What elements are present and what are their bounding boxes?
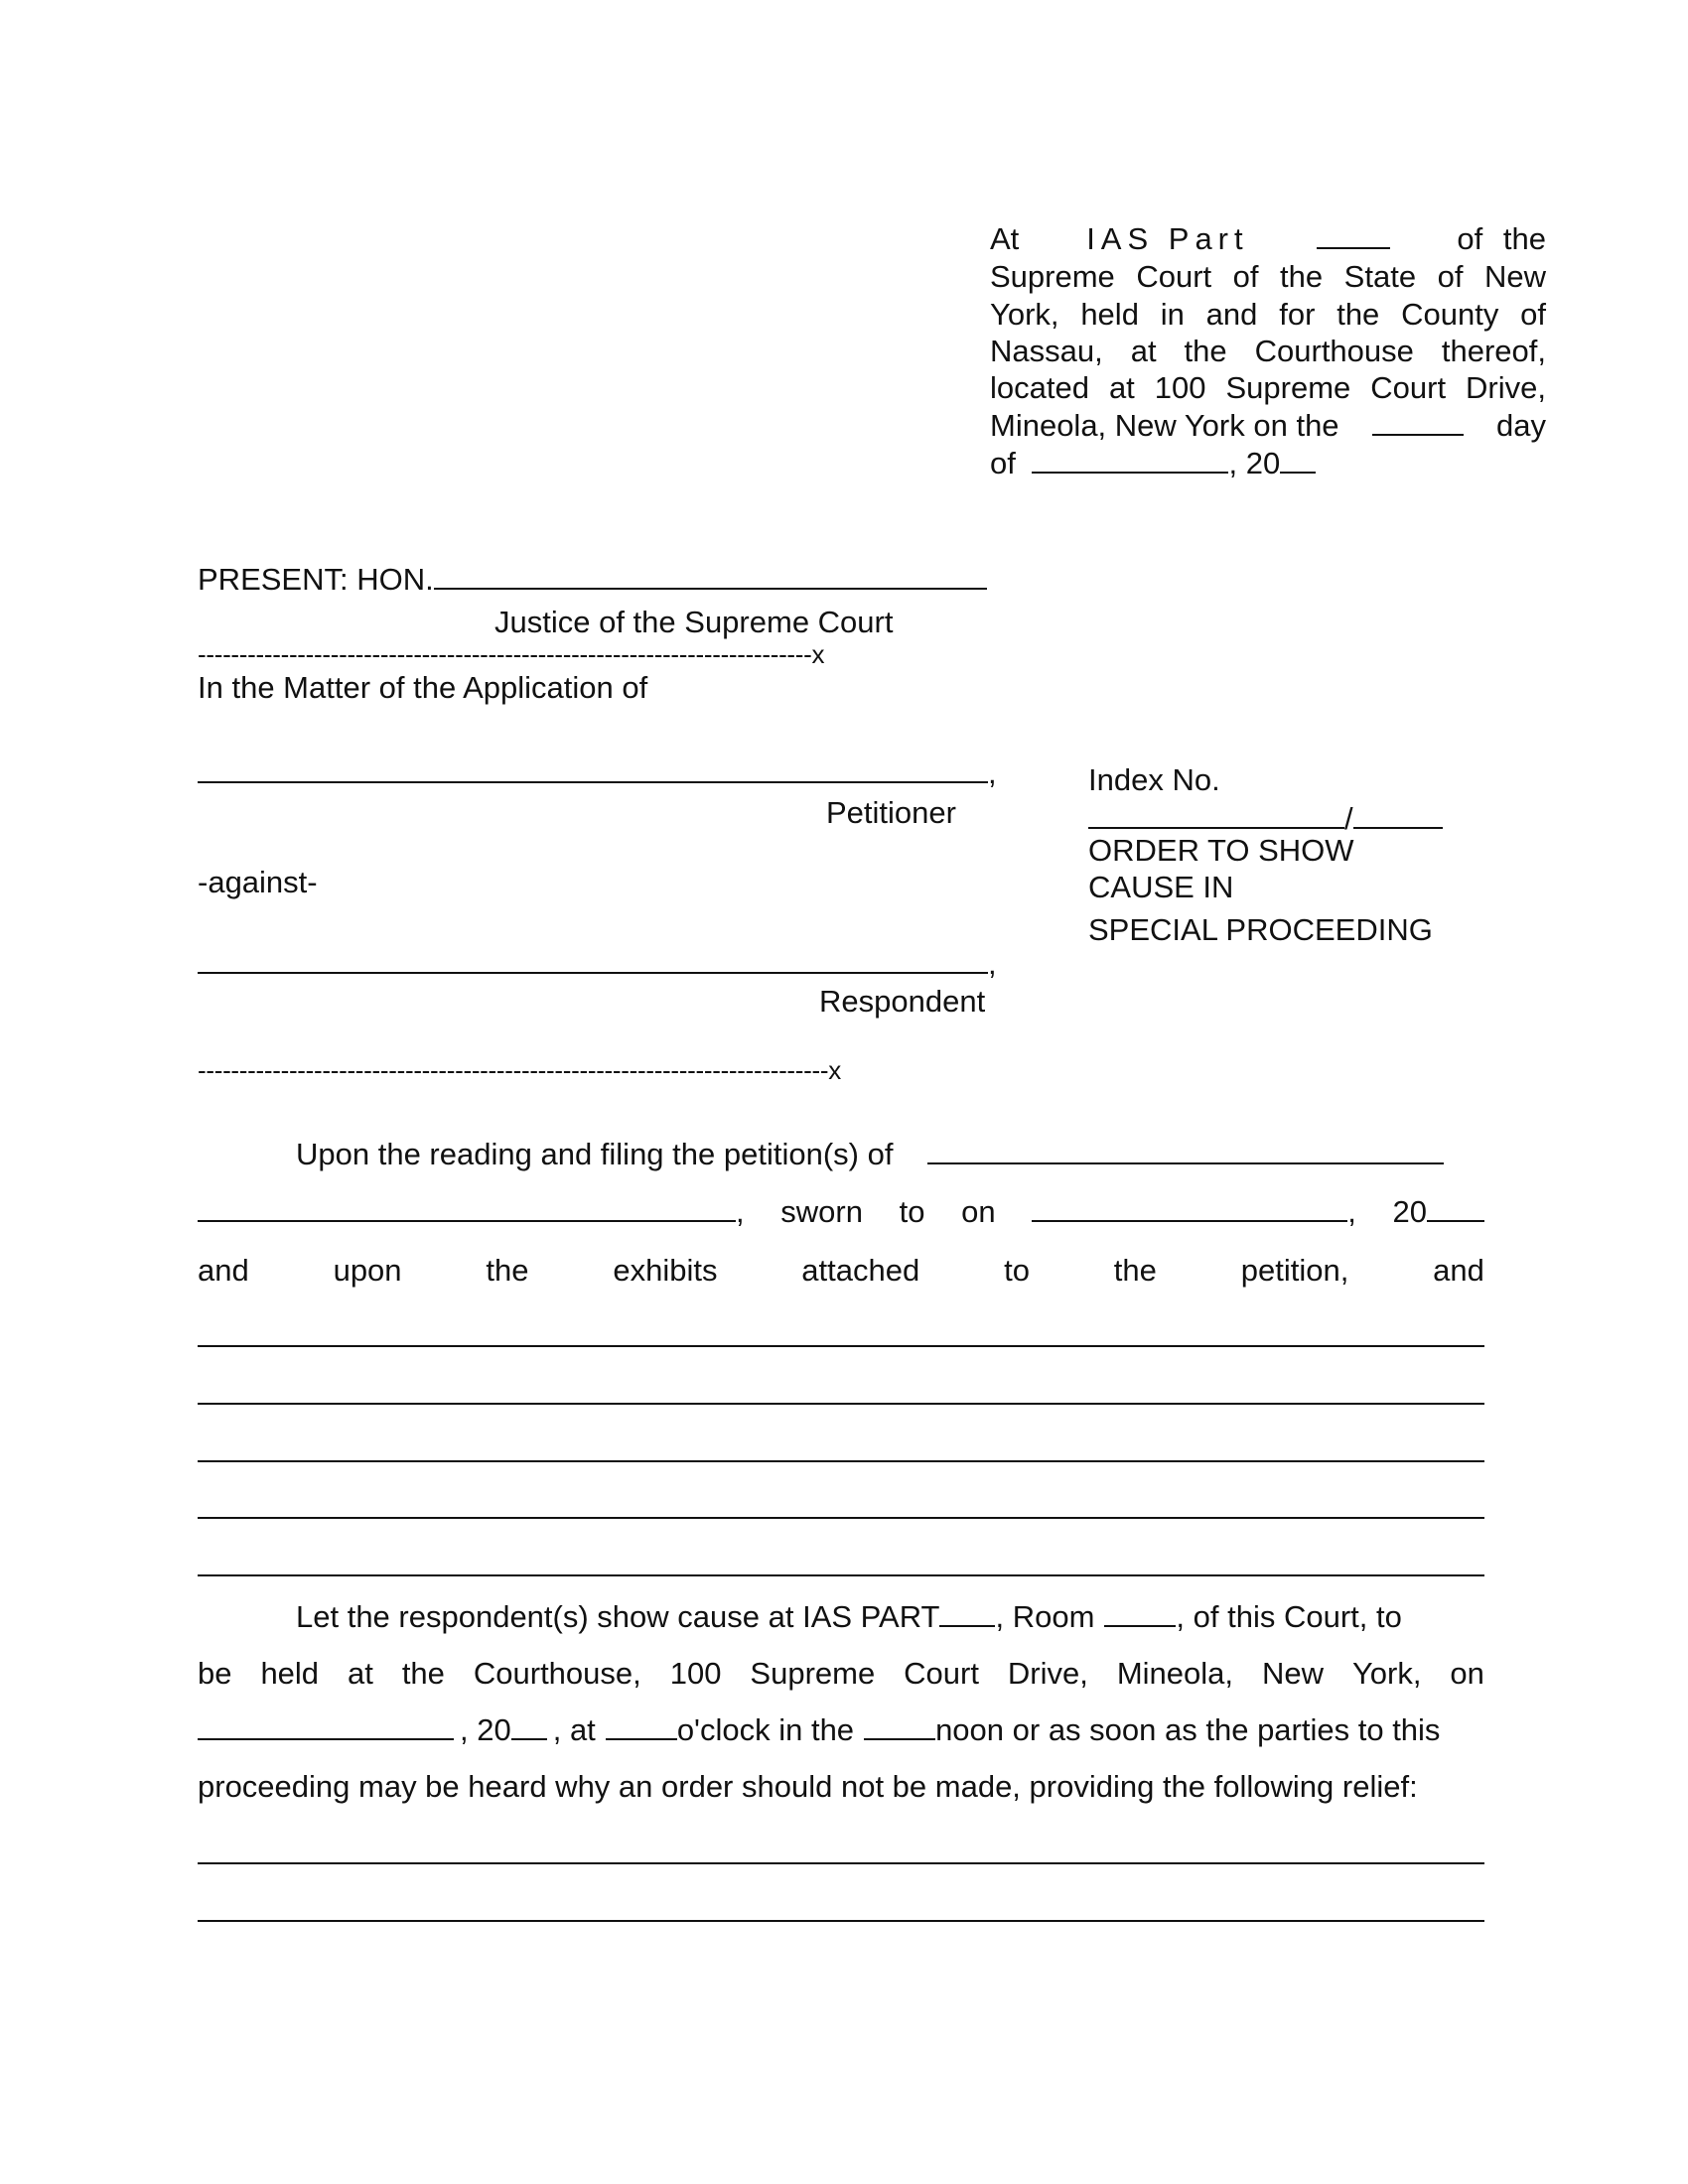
courthouse-word: Drive, (1007, 1656, 1088, 1691)
caption-at: At (990, 221, 1020, 256)
index-no-label: Index No. (1088, 762, 1220, 797)
petitioner-filing-blank[interactable] (927, 1137, 1444, 1164)
courthouse-word: Court (904, 1656, 979, 1691)
courthouse-word: at (348, 1656, 373, 1691)
dashed-divider-top: --------------------------------------------------------------------------x (198, 639, 825, 669)
exhibits-word: exhibits (613, 1253, 718, 1288)
hearing-year-blank[interactable] (511, 1712, 547, 1740)
courthouse-word: on (1450, 1656, 1484, 1691)
courthouse-line (198, 1655, 1484, 1692)
petitioner-comma: , (988, 755, 997, 790)
courthouse-word: held (260, 1656, 320, 1691)
exhibits-line (198, 1252, 1484, 1289)
justice-title: Justice of the Supreme Court (494, 605, 894, 639)
courthouse-word: New (1261, 1656, 1324, 1691)
writing-line-5[interactable] (198, 1574, 1484, 1576)
sworn-date-blank[interactable] (1032, 1194, 1347, 1222)
hearing-year-prefix: , 20 (460, 1712, 511, 1747)
petition-reading-line (296, 1136, 1444, 1172)
year-blank[interactable] (1280, 446, 1316, 474)
caption-ias-part: IAS Part (1086, 221, 1249, 256)
exhibits-word: upon (333, 1253, 402, 1288)
caption-year: , 20 (1228, 446, 1281, 480)
petitioner-line (198, 754, 997, 791)
hearing-oclock: o'clock in the (676, 1712, 855, 1747)
hearing-noon-blank[interactable] (864, 1712, 935, 1740)
respondent-line (198, 945, 997, 982)
courthouse-word: Courthouse, (473, 1656, 641, 1691)
against-label: -against- (198, 865, 318, 899)
caption-line-3: York, held in and for the County of (990, 297, 1546, 332)
month-blank[interactable] (1032, 446, 1228, 474)
caption-day: day (1496, 408, 1546, 443)
caption-of-the: of the (1457, 221, 1546, 256)
hearing-noon-text: noon or as soon as the parties to this (935, 1712, 1441, 1747)
caption-line-1 (990, 220, 1546, 257)
respondent-label: Respondent (819, 984, 986, 1019)
present-line (198, 561, 987, 598)
ias-part-blank[interactable] (1317, 221, 1390, 249)
sworn-comma: , (736, 1194, 745, 1229)
writing-line-1[interactable] (198, 1345, 1484, 1347)
relief-writing-line-1[interactable] (198, 1862, 1484, 1864)
hearing-hour-blank[interactable] (606, 1712, 677, 1740)
show-cause-text-a: Let the respondent(s) show cause at IAS PART (296, 1599, 940, 1634)
relief-writing-line-2[interactable] (198, 1920, 1484, 1922)
exhibits-word: and (1433, 1253, 1484, 1288)
sworn-to: to (899, 1194, 925, 1229)
index-year-blank[interactable] (1353, 801, 1443, 829)
sworn-year-prefix: 20 (1392, 1194, 1427, 1229)
sworn-on: on (961, 1194, 996, 1229)
caption-line-5: located at 100 Supreme Court Drive, (990, 370, 1546, 405)
sworn-year-blank[interactable] (1427, 1194, 1484, 1222)
hearing-date-blank[interactable] (198, 1712, 454, 1740)
writing-line-3[interactable] (198, 1460, 1484, 1462)
exhibits-word: petition, (1240, 1253, 1349, 1288)
caption-mineola: Mineola, New York on the (990, 408, 1339, 443)
show-cause-text-b: , Room (995, 1599, 1095, 1634)
caption-line-4: Nassau, at the Courthouse thereof, (990, 334, 1546, 368)
hearing-at: , at (552, 1712, 596, 1747)
dashed-divider-bottom: ----------------------------------------------------------------------------x (198, 1055, 841, 1085)
index-number-blank[interactable] (1088, 801, 1344, 829)
courthouse-word: York, (1351, 1656, 1422, 1691)
respondent-comma: , (988, 946, 997, 981)
present-label: PRESENT: HON. (198, 562, 434, 597)
hearing-time-line (198, 1711, 1484, 1748)
petitioner-name-blank[interactable] (198, 755, 988, 783)
courthouse-word: 100 (669, 1656, 722, 1691)
order-title-line-2: CAUSE IN (1088, 870, 1234, 904)
order-title-line-3: SPECIAL PROCEEDING (1088, 912, 1433, 947)
writing-line-2[interactable] (198, 1403, 1484, 1405)
courthouse-word: Mineola, (1116, 1656, 1234, 1691)
caption-line-2: Supreme Court of the State of New (990, 259, 1546, 294)
exhibits-word: the (1113, 1253, 1157, 1288)
show-cause-line (296, 1598, 1484, 1635)
writing-line-4[interactable] (198, 1517, 1484, 1519)
matter-heading: In the Matter of the Application of (198, 670, 648, 705)
room-number-blank[interactable] (1104, 1599, 1176, 1627)
justice-name-blank[interactable] (434, 562, 987, 590)
day-blank[interactable] (1372, 408, 1464, 436)
exhibits-word: and (198, 1253, 249, 1288)
exhibits-word: attached (801, 1253, 920, 1288)
order-title-line-1: ORDER TO SHOW (1088, 833, 1354, 868)
exhibits-word: the (486, 1253, 529, 1288)
sworn-comma-2: , (1347, 1194, 1356, 1229)
courthouse-word: be (198, 1656, 232, 1691)
caption-line-6 (990, 407, 1546, 444)
petitioner-label: Petitioner (826, 795, 956, 830)
show-cause-text-c: , of this Court, to (1176, 1599, 1402, 1634)
respondent-name-blank[interactable] (198, 946, 988, 974)
relief-line: proceeding may be heard why an order should not be made, providing the following relief: (198, 1769, 1418, 1804)
caption-line-7 (990, 445, 1316, 481)
courthouse-word: Supreme (750, 1656, 876, 1691)
petition-reading-text: Upon the reading and filing the petition(s) of (296, 1137, 894, 1171)
ias-part-number-blank[interactable] (939, 1599, 995, 1627)
index-slash: / (1344, 801, 1353, 836)
courthouse-word: the (401, 1656, 445, 1691)
caption-of: of (990, 446, 1016, 480)
exhibits-word: to (1004, 1253, 1030, 1288)
sworn-line (198, 1193, 1484, 1230)
petitioner-name-continued-blank[interactable] (198, 1194, 736, 1222)
sworn-word: sworn (780, 1194, 863, 1229)
